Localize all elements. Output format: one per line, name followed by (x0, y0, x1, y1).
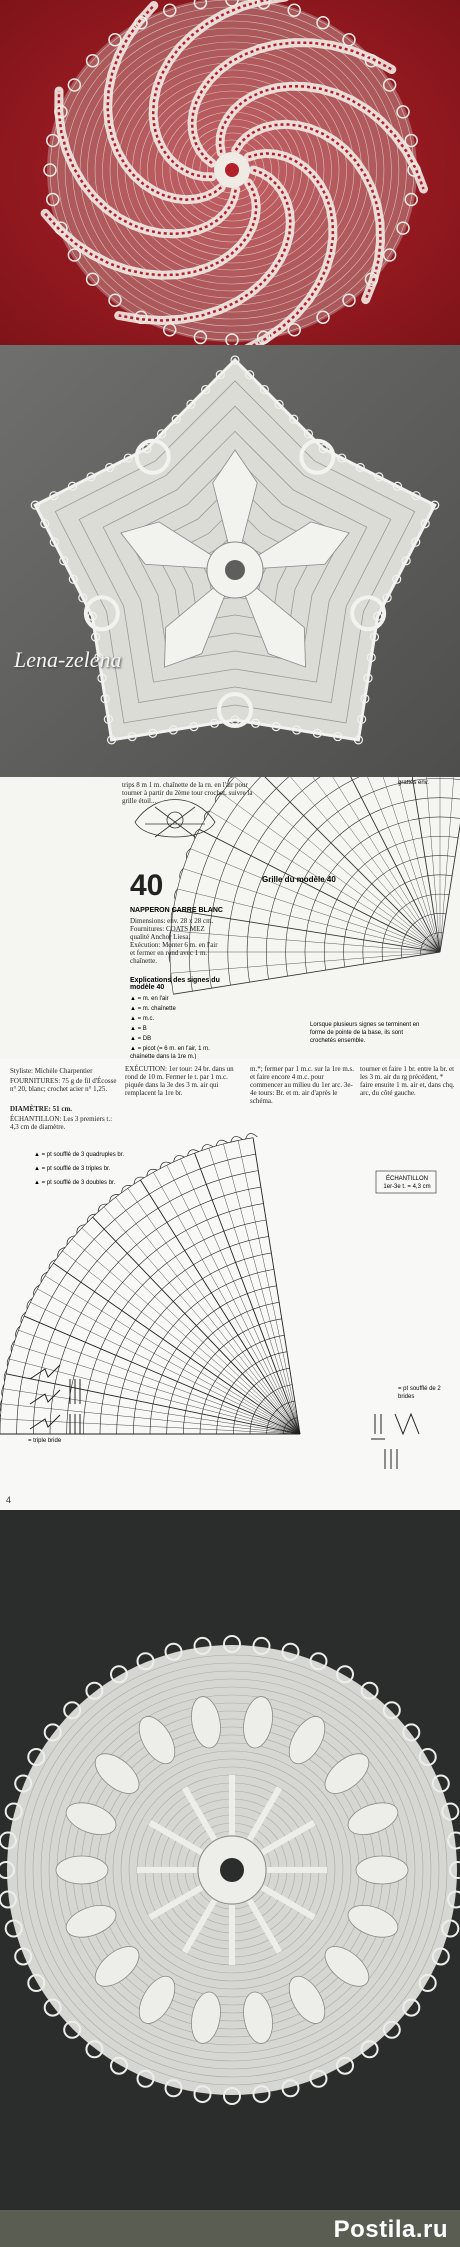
model-number: 40 (130, 869, 164, 902)
leaf-motif (56, 1856, 108, 1884)
chart-spoke (2, 1404, 300, 1434)
page-number: 4 (6, 1495, 12, 1505)
photo-spiral-doily (0, 0, 460, 345)
legend-list (34, 1151, 214, 1193)
legend-item: ▲ = pt soufflé de 3 triples br. (34, 1166, 111, 1172)
execution-text: EXÉCUTION: 1er tour: 24 br. dans un rond de 10 m. Fermer le t. par 1 m.c. piquée dans la 3e des 3 m. air qui remplacent la 1re br. (125, 1065, 234, 1097)
legend-item: ▲ = m. chaînette (130, 1006, 176, 1012)
leaf-motif (356, 1856, 408, 1884)
echantillon-label: ÉCHANTILLON 1er-3e t. = 4,3 cm (383, 1176, 431, 1190)
legend-item: ▲ = B (130, 1026, 147, 1032)
legend-item: ▲ = DB (130, 1036, 152, 1042)
chart-spoke (140, 1180, 300, 1434)
chart-spoke (62, 1251, 300, 1434)
legend-list (130, 995, 225, 1059)
chart-spoke (419, 777, 440, 952)
chart-spoke (235, 777, 440, 952)
center-hole (225, 560, 245, 580)
chart-spoke (45, 1276, 300, 1434)
center-hole (225, 163, 239, 177)
grid-title: Grille du modèle 40 (262, 875, 336, 884)
bottom-right-note: = pt soufflé de 2 brides (398, 1386, 441, 1400)
bottom-left-note: = triple bride (28, 1438, 62, 1444)
chart-spoke (317, 777, 440, 952)
footer-note: Lorsque plusieurs signes se terminent en forme de pointe de la base, ils sont crochetés ensemble. (310, 1022, 420, 1044)
model-title: NAPPERON CARRE BLANC (130, 907, 223, 914)
gauge-text: ÉCHANTILLON: Les 3 premiers t.: 4,3 cm de diamètre. (10, 1115, 113, 1131)
chart-spoke (167, 1165, 300, 1434)
stitch-symbols-right (371, 1414, 419, 1469)
photo-round-doily (0, 1510, 460, 2210)
chart-spoke (199, 829, 440, 952)
materials-text: FOURNITURES: 75 g de fil d'Écosse n° 20, blanc; crochet acier n° 1,25. (10, 1077, 117, 1093)
execution-text-col2: m.*; fermer par 1 m.c. sur la 1re m.s. et faire encore 4 m.c. pour commencer au milieu du 1er arc. 3e-4e tours: Br. et m. air d'après le schéma. (250, 1065, 354, 1105)
legend-item: ▲ = pt soufflé de 3 doubles br. (34, 1180, 116, 1186)
execution-text-col3: tourner et faire 1 br. entre la br. et les 3 m. air du rg précédent, * faire ensuite 1 m. air et, dans chq. arc, du côté gauche. (360, 1065, 455, 1097)
site-footer-bar (0, 2210, 460, 2247)
chart-spoke (440, 777, 460, 952)
photo-star-doily (0, 345, 460, 777)
legend-item: ▲ = pt soufflé de 3 quadruples br. (34, 1152, 125, 1158)
top-text-block: trips 8 m 1 m. chaînette de la rn. en l'air pour tourner à partir du 2ème tour crochet, suivre la grille étoil... (122, 781, 253, 805)
diameter-text: DIAMÈTRE: 51 cm. (10, 1105, 73, 1113)
legend-item: ▲ = picot (= 6 m. en l'air, 1 m. chaînette dans la 1re m.) (130, 1046, 210, 1059)
chart-page-model-40 (0, 777, 460, 1059)
chart-page-round-doily (0, 1059, 460, 1510)
stylist-credit: Styliste: Michèle Charpentier (10, 1067, 93, 1075)
chart-spoke (223, 1144, 300, 1434)
top-right-note: grattés env. (398, 780, 429, 786)
materials-text: Dimensions: env. 28 x 28 cm. Fournitures: COATS MEZ qualité Anchor Liesa. Exécution: Monter 6 m. en l'air et fermer en rond avec 1 m. chaînette. (130, 917, 218, 965)
site-logo[interactable]: Postila.ru (333, 2216, 448, 2243)
legend-item: ▲ = m. en l'air (130, 996, 169, 1002)
legend-item: ▲ = m.c. (130, 1016, 155, 1022)
center-hole (220, 1858, 244, 1882)
chart-spoke (440, 777, 460, 952)
chart-scallop (231, 1136, 243, 1142)
legend-title: Explications des signes du modèle 40 (130, 977, 220, 991)
chart-spoke (30, 1302, 300, 1434)
chart-spoke (116, 1197, 300, 1434)
watermark-text: Lena-zelena (14, 647, 122, 672)
